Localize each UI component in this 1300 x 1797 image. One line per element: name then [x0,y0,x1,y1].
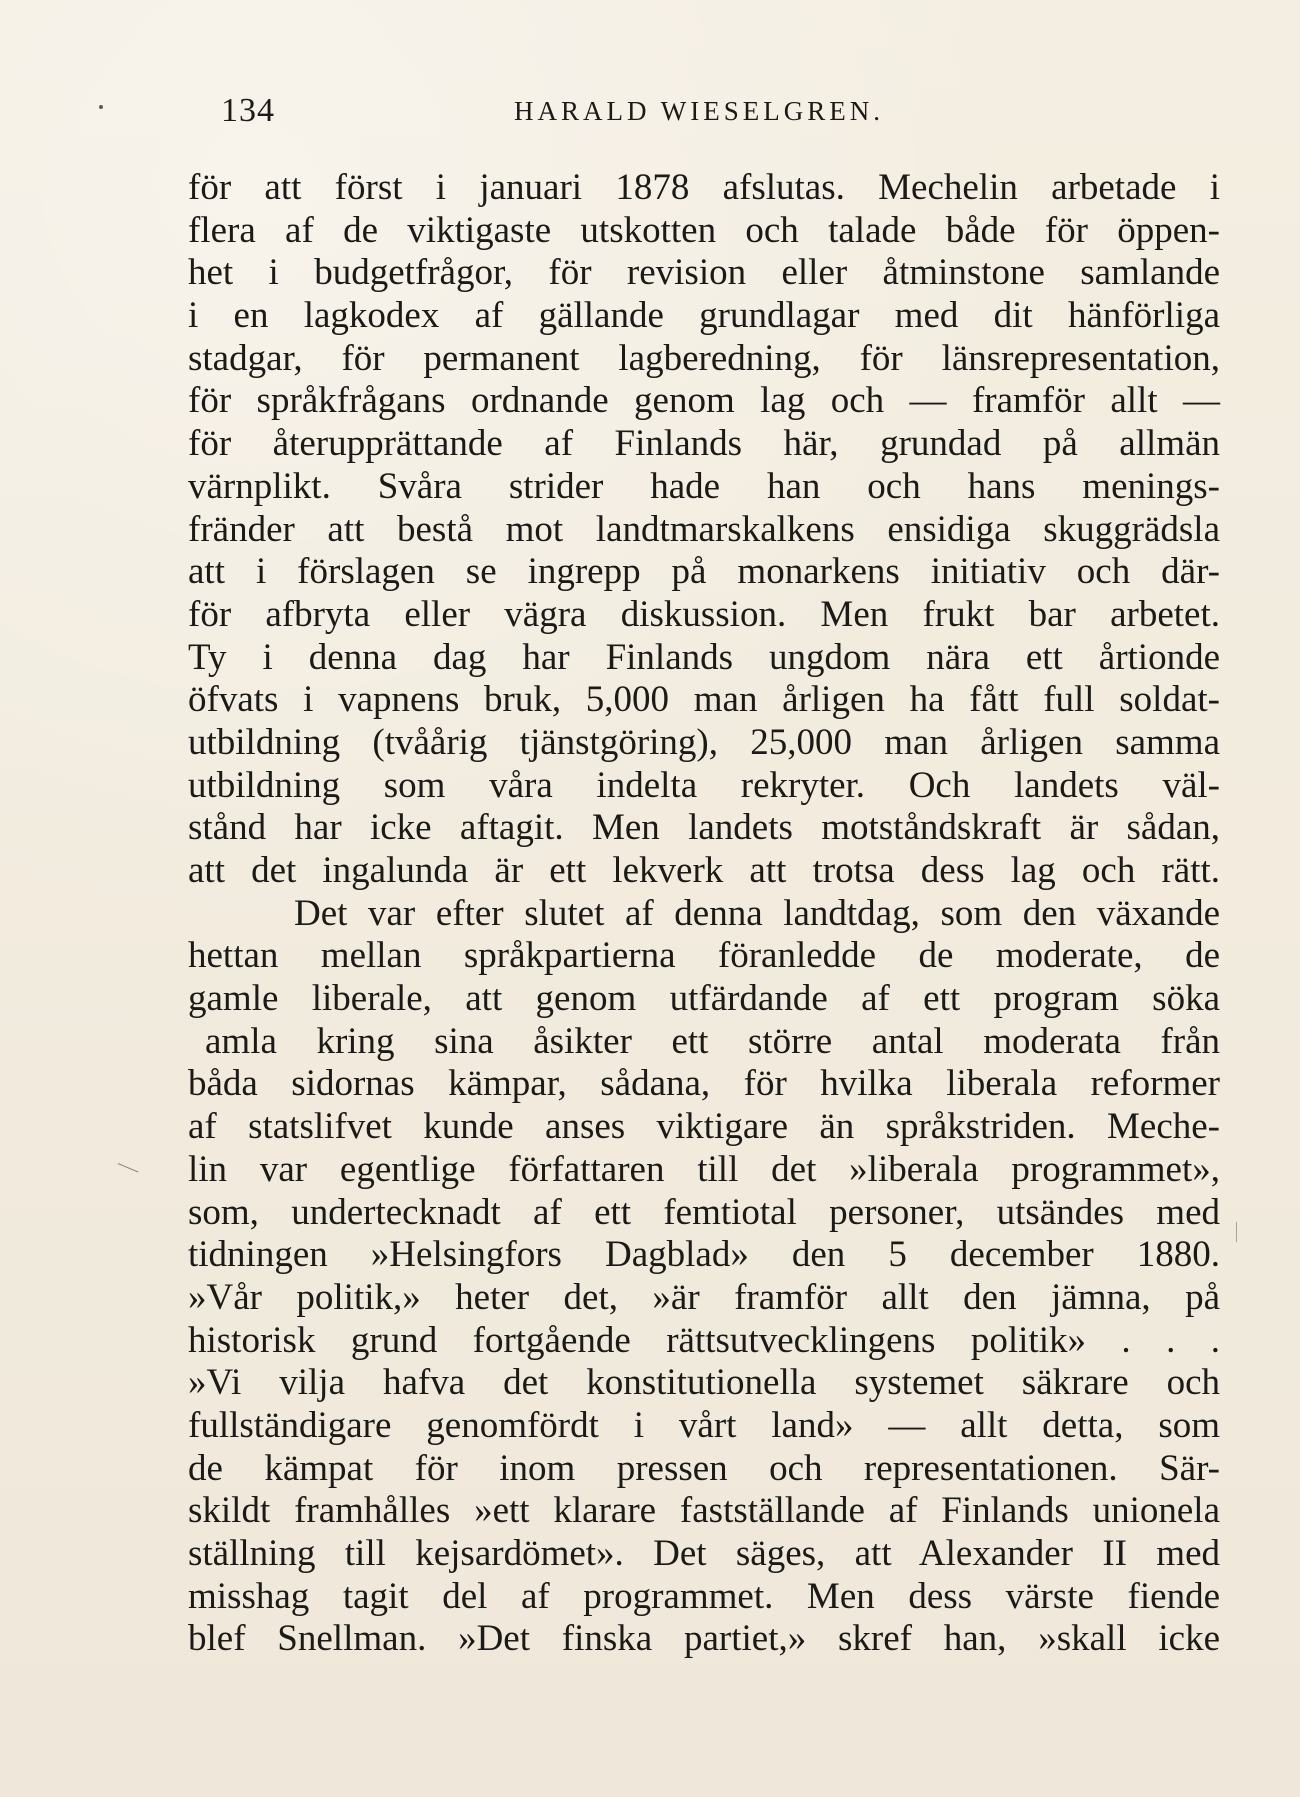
text-line: för språkfrågans ordnande genom lag och — framför allt — [188,380,1220,422]
text-line: stadgar, för permanent lagberedning, för länsrepresentation, [188,337,1220,379]
text-line: lin var egentlige författaren till det »liberala programmet», [188,1148,1220,1190]
text-line: för afbryta eller vägra diskussion. Men frukt bar arbetet. [188,593,1220,635]
text-line: hettan mellan språkpartierna föranledde de moderate, de [188,935,1220,977]
text-line: utbildning (tvåårig tjänstgöring), 25,000 man årligen samma [188,721,1220,763]
margin-tick-mark [1236,1222,1237,1242]
body-text [188,167,1220,1661]
text-line: historisk grund fortgående rättsutvecklingens politik» . . . [188,1319,1220,1361]
text-line: att i förslagen se ingrepp på monarkens initiativ och där- [188,551,1220,593]
text-line: fränder att bestå mot landtmarskalkens ensidiga skuggrädsla [188,508,1220,550]
text-line: gamle liberale, att genom utfärdande af ett program söka [188,978,1220,1020]
paragraph-start-line: Det var efter slutet af denna landtdag, som den växande [294,892,1220,934]
text-line: af statslifvet kunde anses viktigare än språkstriden. Meche- [188,1106,1220,1148]
text-line: flera af de viktigaste utskotten och talade både för öppen- [188,209,1220,251]
text-line: båda sidornas kämpar, sådana, för hvilka liberala reformer [188,1063,1220,1105]
text-line: fullständigare genomfördt i vårt land» — allt detta, som [188,1404,1220,1446]
text-line: het i budgetfrågor, för revision eller åtminstone samlande [188,252,1220,294]
text-line: för att först i januari 1878 afslutas. Mechelin arbetade i [188,167,1220,208]
text-line: ställning till kejsardömet». Det säges, att Alexander II med [188,1533,1220,1574]
text-line: i en lagkodex af gällande grundlagar med dit hänförliga [188,295,1220,337]
text-line: öfvats i vapnens bruk, 5,000 man årligen ha fått full soldat- [188,679,1220,721]
text-line: misshag tagit del af programmet. Men dess värste fiende [188,1575,1220,1617]
text-line: stånd har icke aftagit. Men landets motståndskraft är sådan, [188,807,1220,849]
page-number: 134 [221,92,275,129]
text-line: som, undertecknadt af ett femtiotal personer, utsändes med [188,1191,1220,1233]
page-header [0,86,1300,136]
text-line: att det ingalunda är ett lekverk att trotsa dess lag och rätt. [188,850,1220,891]
text-line: »Vår politik,» heter det, »är framför allt den jämna, på [188,1276,1220,1318]
text-line: »Vi vilja hafva det konstitutionella systemet säkrare och [188,1362,1220,1404]
text-line: de kämpat för inom pressen och representationen. Sär- [188,1447,1220,1489]
running-head: HARALD WIESELGREN. [514,96,884,126]
text-line: blef Snellman. »Det finska partiet,» skref han, »skall icke [188,1618,1220,1660]
text-line: Ty i denna dag har Finlands ungdom nära ett årtionde [188,636,1220,678]
text-line: skildt framhålles »ett klarare fastställande af Finlands unionela [188,1490,1220,1532]
text-line: tidningen »Helsingfors Dagblad» den 5 december 1880. [188,1234,1220,1276]
text-line: värnplikt. Svåra strider hade han och hans menings- [188,465,1220,507]
text-line: utbildning som våra indelta rekryter. Och landets väl- [188,764,1220,806]
text-line: amla kring sina åsikter ett större antal moderata från [205,1020,1220,1062]
text-line: för återupprättande af Finlands här, grundad på allmän [188,423,1220,465]
margin-pencil-mark [118,1163,139,1173]
